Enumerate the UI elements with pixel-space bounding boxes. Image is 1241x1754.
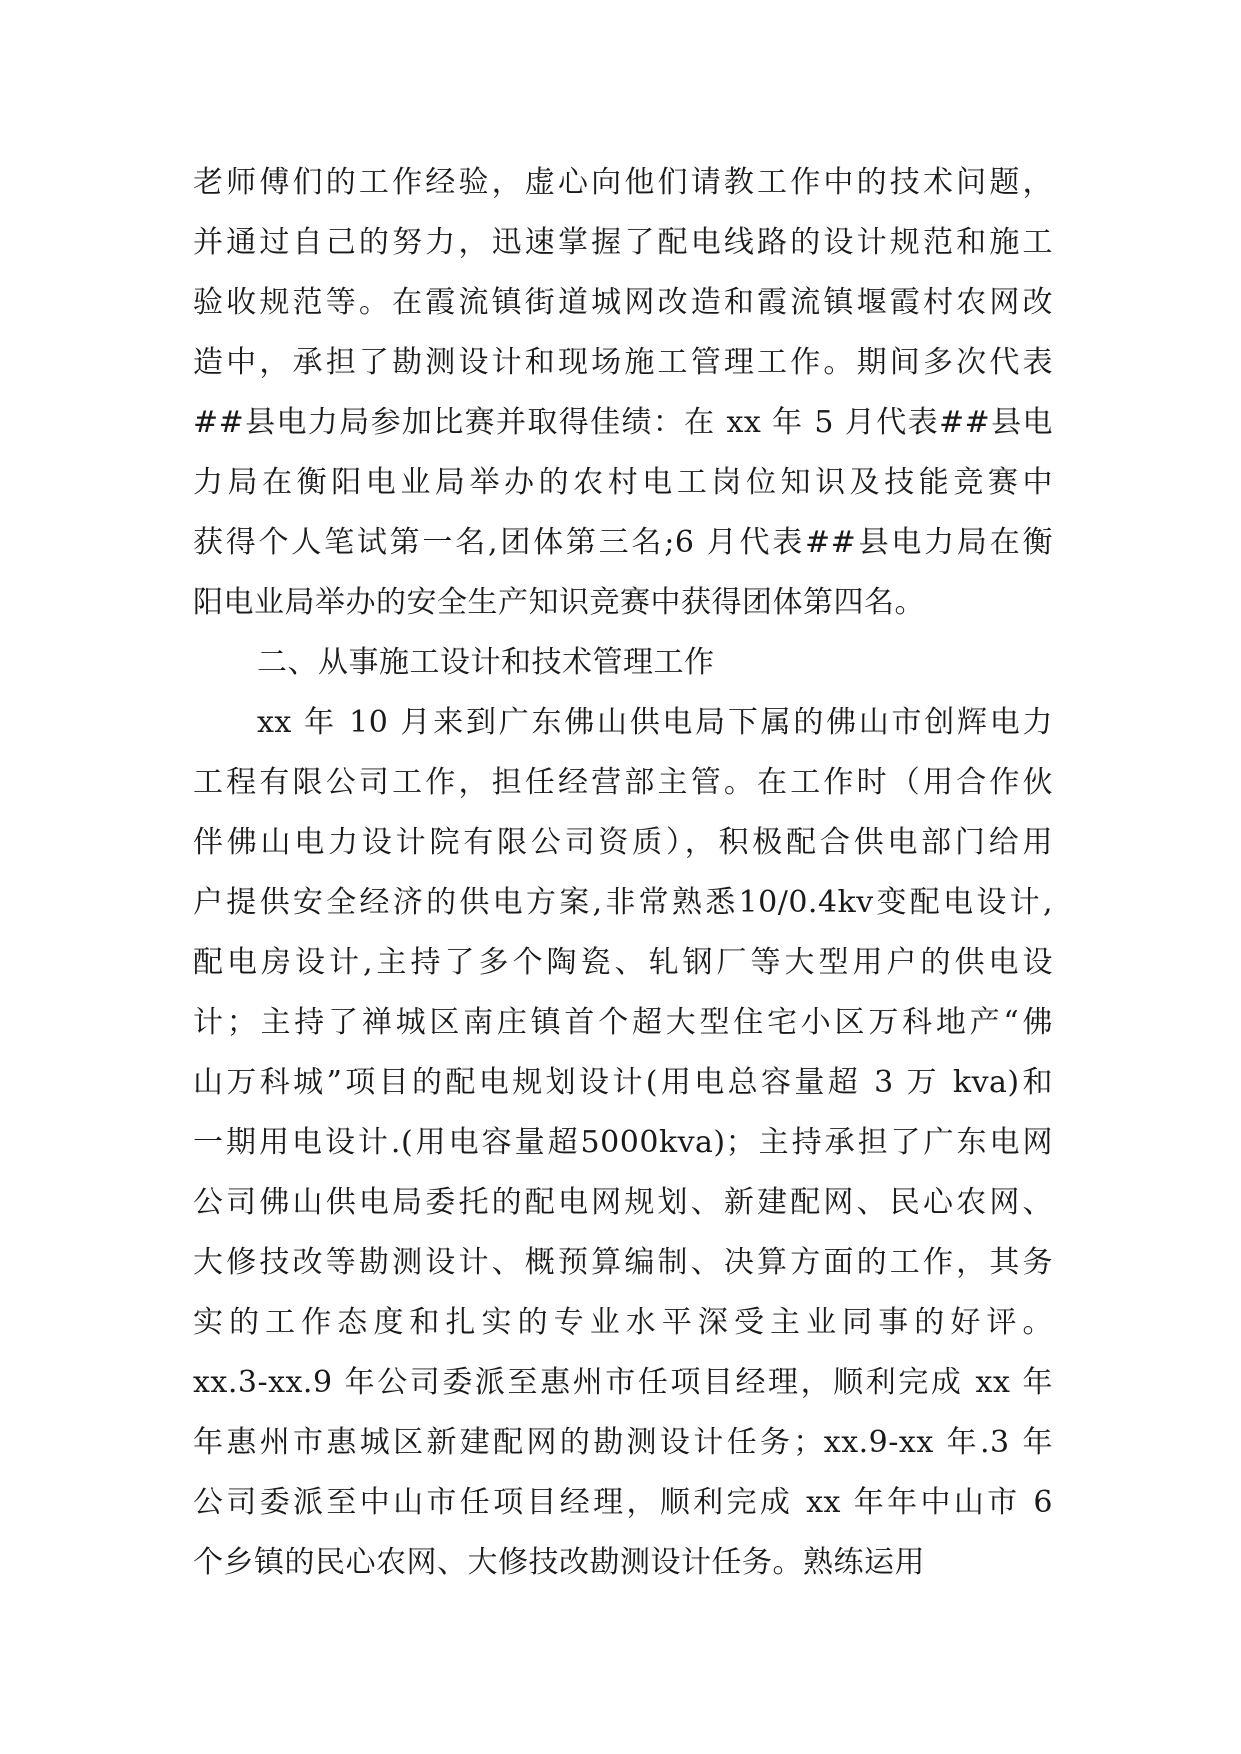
text-line: 并通过自己的努力，迅速掌握了配电线路的设计规范和施工 — [193, 225, 1053, 260]
text-line: 实的工作态度和扎实的专业水平深受主业同事的好评。 — [193, 1305, 1053, 1340]
text-line: 一期用电设计.(用电容量超5000kva)；主持承担了广东电网 — [193, 1125, 1053, 1160]
text-line: 获得个人笔试第一名,团体第三名;6 月代表##县电力局在衡 — [193, 525, 1053, 560]
text-line: 老师傅们的工作经验，虚心向他们请教工作中的技术问题， — [193, 165, 1053, 200]
text-line: 年惠州市惠城区新建配网的勘测设计任务；xx.9-xx 年.3 年 — [193, 1425, 1053, 1460]
text-line: 阳电业局举办的安全生产知识竞赛中获得团体第四名。 — [193, 585, 925, 620]
text-line: 伴佛山电力设计院有限公司资质），积极配合供电部门给用 — [193, 825, 1053, 860]
text-line: 配电房设计,主持了多个陶瓷、轧钢厂等大型用户的供电设 — [193, 945, 1053, 980]
text-line: 大修技改等勘测设计、概预算编制、决算方面的工作，其务 — [193, 1245, 1053, 1280]
text-line: xx.3-xx.9 年公司委派至惠州市任项目经理，顺利完成 xx 年 — [193, 1365, 1053, 1400]
text-line: 工程有限公司工作，担任经营部主管。在工作时（用合作伙 — [193, 765, 1053, 800]
text-line: 公司委派至中山市任项目经理，顺利完成 xx 年年中山市 6 — [193, 1485, 1053, 1520]
text-line: 验收规范等。在霞流镇街道城网改造和霞流镇堰霞村农网改 — [193, 285, 1053, 320]
text-line: 造中，承担了勘测设计和现场施工管理工作。期间多次代表 — [193, 345, 1053, 380]
text-line: 计；主持了禅城区南庄镇首个超大型住宅小区万科地产“佛 — [193, 1005, 1053, 1040]
text-line: ##县电力局参加比赛并取得佳绩：在 xx 年 5 月代表##县电 — [193, 405, 1053, 440]
text-line: xx 年 10 月来到广东佛山供电局下属的佛山市创辉电力 — [257, 705, 1053, 740]
text-line: 山万科城”项目的配电规划设计(用电总容量超 3 万 kva)和 — [193, 1065, 1053, 1100]
section-heading: 二、从事施工设计和技术管理工作 — [257, 645, 715, 680]
text-line: 户提供安全经济的供电方案,非常熟悉10/0.4kv变配电设计, — [193, 885, 1053, 920]
text-line: 力局在衡阳电业局举办的农村电工岗位知识及技能竞赛中 — [193, 465, 1053, 500]
text-line: 公司佛山供电局委托的配电网规划、新建配网、民心农网、 — [193, 1185, 1053, 1220]
text-line: 个乡镇的民心农网、大修技改勘测设计任务。熟练运用 — [193, 1545, 925, 1580]
